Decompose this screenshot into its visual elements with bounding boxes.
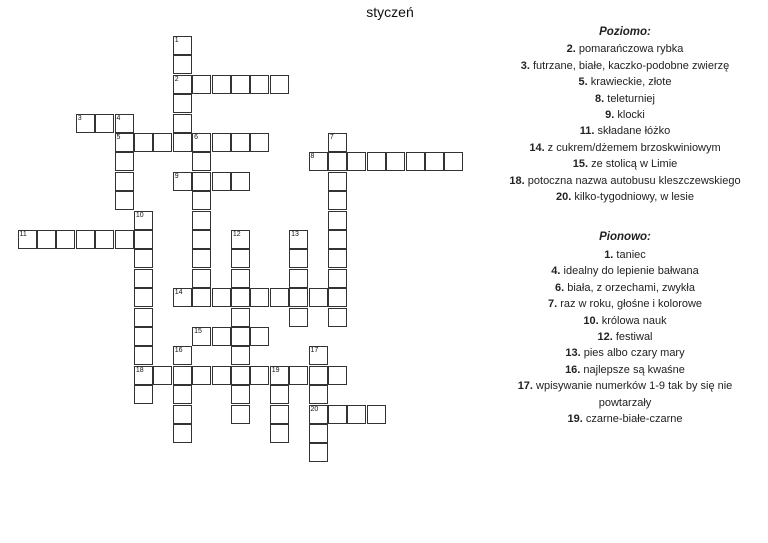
cell-number: 6 <box>194 134 198 141</box>
grid-cell[interactable] <box>173 94 192 113</box>
clue-text: czarne-białe-czarne <box>582 412 683 425</box>
grid-cell[interactable] <box>347 405 366 424</box>
grid-cell[interactable] <box>231 385 250 404</box>
grid-cell[interactable] <box>328 230 347 249</box>
down-clue <box>490 411 760 427</box>
down-heading: Pionowo: <box>599 231 651 244</box>
grid-cell[interactable] <box>173 366 192 385</box>
grid-cell[interactable] <box>115 133 134 152</box>
grid-cell[interactable] <box>115 152 134 171</box>
grid-cell[interactable] <box>231 308 250 327</box>
grid-cell[interactable] <box>192 366 211 385</box>
grid-cell[interactable] <box>250 133 269 152</box>
grid-cell[interactable] <box>328 211 347 230</box>
down-clue <box>490 296 760 312</box>
grid-cell[interactable] <box>309 152 328 171</box>
across-clue <box>490 140 760 156</box>
cell-number: 4 <box>116 114 121 122</box>
grid-cell[interactable] <box>115 230 134 249</box>
clue-text: wpisywanie numerków 1-9 tak by się nie powtarzały <box>532 380 733 409</box>
grid-cell[interactable] <box>212 366 231 385</box>
across-clue <box>490 173 760 189</box>
grid-cell[interactable] <box>173 405 192 424</box>
grid-cell[interactable] <box>134 230 153 249</box>
clue-number: 5. <box>578 76 588 89</box>
grid-cell[interactable] <box>328 133 347 152</box>
clue-text: ze stolicą w Limie <box>588 158 678 171</box>
grid-cell[interactable] <box>134 133 153 152</box>
clue-text: potoczna nazwa autobusu kleszczewskiego <box>524 174 741 187</box>
clue-number: 14. <box>529 141 545 154</box>
clue-number: 6. <box>554 281 565 294</box>
clue-number: 8. <box>595 92 605 105</box>
cell-number: 2 <box>174 75 179 83</box>
cell-number: 1 <box>174 37 179 44</box>
across-clue <box>490 189 760 205</box>
grid-cell[interactable] <box>231 405 250 424</box>
clue-number: 3. <box>520 59 530 72</box>
clue-text: idealny do lepienie bałwana <box>560 265 699 278</box>
clue-text: taniec <box>613 248 646 261</box>
cell-number: 12 <box>232 231 241 238</box>
grid-cell[interactable] <box>309 443 328 462</box>
grid-cell[interactable] <box>134 269 153 288</box>
cell-number: 14 <box>174 289 183 297</box>
grid-cell[interactable] <box>134 346 153 365</box>
grid-cell[interactable] <box>270 366 289 385</box>
clue-number: 13. <box>565 347 581 360</box>
clue-number: 17. <box>517 380 533 393</box>
grid-cell[interactable] <box>444 152 463 171</box>
grid-cell[interactable] <box>231 133 250 152</box>
grid-cell[interactable] <box>212 75 231 94</box>
grid-cell[interactable] <box>173 385 192 404</box>
clue-number: 1. <box>604 248 614 261</box>
grid-cell[interactable] <box>134 327 153 346</box>
grid-cell[interactable] <box>95 114 114 133</box>
grid-cell[interactable] <box>134 249 153 268</box>
grid-cell[interactable] <box>250 366 269 385</box>
cell-number: 18 <box>135 366 144 374</box>
across-clue <box>490 74 760 90</box>
grid-cell[interactable] <box>153 133 172 152</box>
clue-text: biała, z orzechami, zwykła <box>564 281 695 294</box>
cell-number: 5 <box>116 134 121 141</box>
grid-cell[interactable] <box>192 230 211 249</box>
clue-number: 16. <box>565 363 581 376</box>
grid-cell[interactable] <box>115 191 134 210</box>
clue-text: krawieckie, złote <box>587 76 672 89</box>
grid-cell[interactable] <box>37 230 56 249</box>
clue-text: festiwal <box>612 330 653 343</box>
grid-cell[interactable] <box>192 249 211 268</box>
grid-cell[interactable] <box>231 75 250 94</box>
grid-cell[interactable] <box>231 288 250 307</box>
grid-cell[interactable] <box>309 424 328 443</box>
clue-text: klocki <box>614 109 645 122</box>
grid-cell[interactable] <box>231 249 250 268</box>
across-clue <box>490 58 760 74</box>
grid-cell[interactable] <box>328 152 347 171</box>
down-clue <box>490 247 760 263</box>
grid-cell[interactable] <box>231 172 250 191</box>
grid-cell[interactable] <box>328 172 347 191</box>
across-clue-list <box>490 41 760 205</box>
cell-number: 13 <box>291 231 299 238</box>
grid-cell[interactable] <box>192 75 211 94</box>
grid-cell[interactable] <box>309 405 328 424</box>
grid-cell[interactable] <box>192 269 211 288</box>
grid-cell[interactable] <box>95 230 114 249</box>
grid-cell[interactable] <box>192 191 211 210</box>
grid-cell[interactable] <box>115 172 134 191</box>
page-title: styczeń <box>366 4 414 20</box>
across-clue <box>490 41 760 57</box>
grid-cell[interactable] <box>134 366 153 385</box>
grid-cell[interactable] <box>231 346 250 365</box>
clue-number: 10. <box>583 314 599 327</box>
down-clue <box>490 378 760 411</box>
down-clue <box>490 280 760 296</box>
grid-cell[interactable] <box>270 424 289 443</box>
cell-number: 16 <box>174 347 183 355</box>
cell-number: 11 <box>19 231 27 238</box>
grid-cell[interactable] <box>250 288 269 307</box>
grid-cell[interactable] <box>212 288 231 307</box>
grid-cell[interactable] <box>231 366 250 385</box>
across-clue <box>490 156 760 172</box>
cell-number: 7 <box>329 134 334 141</box>
grid-cell[interactable] <box>309 288 328 307</box>
grid-cell[interactable] <box>289 249 308 268</box>
clue-number: 15. <box>572 158 589 171</box>
clue-text: pies albo czary mary <box>580 347 685 360</box>
grid-cell[interactable] <box>173 172 192 191</box>
grid-cell[interactable] <box>270 288 289 307</box>
grid-cell[interactable] <box>425 152 444 171</box>
grid-cell[interactable] <box>231 327 250 346</box>
grid-cell[interactable] <box>115 114 134 133</box>
grid-cell[interactable] <box>56 230 75 249</box>
grid-cell[interactable] <box>289 288 308 307</box>
grid-cell[interactable] <box>192 211 211 230</box>
grid-cell[interactable] <box>173 114 192 133</box>
grid-cell[interactable] <box>173 75 192 94</box>
grid-cell[interactable] <box>270 75 289 94</box>
clue-text: najlepsze są kwaśne <box>580 363 685 376</box>
grid-cell[interactable] <box>134 385 153 404</box>
grid-cell[interactable] <box>250 75 269 94</box>
grid-cell[interactable] <box>270 385 289 404</box>
grid-cell[interactable] <box>289 308 308 327</box>
grid-cell[interactable] <box>134 211 153 230</box>
clue-text: kilko-tygodniowy, w lesie <box>571 191 694 204</box>
grid-cell[interactable] <box>289 366 308 385</box>
grid-cell[interactable] <box>192 327 211 346</box>
grid-cell[interactable] <box>289 230 308 249</box>
cell-number: 10 <box>135 211 144 219</box>
grid-cell[interactable] <box>173 346 192 365</box>
grid-cell[interactable] <box>328 249 347 268</box>
grid-cell[interactable] <box>406 152 425 171</box>
clue-number: 19. <box>567 412 583 425</box>
cell-number: 8 <box>310 153 315 161</box>
cell-number: 19 <box>271 366 280 374</box>
down-clue <box>490 313 760 329</box>
grid-cell[interactable] <box>192 288 211 307</box>
grid-cell[interactable] <box>173 288 192 307</box>
grid-cell[interactable] <box>173 133 192 152</box>
grid-cell[interactable] <box>18 230 37 249</box>
grid-cell[interactable] <box>212 133 231 152</box>
grid-cell[interactable] <box>309 366 328 385</box>
clue-text: z cukrem/dżemem brzoskwiniowym <box>544 141 721 154</box>
grid-cell[interactable] <box>328 308 347 327</box>
clue-text: składane łóżko <box>594 125 671 138</box>
cell-number: 15 <box>194 328 202 335</box>
clue-number: 12. <box>597 330 613 343</box>
grid-cell[interactable] <box>386 152 405 171</box>
grid-cell[interactable] <box>328 405 347 424</box>
across-clue <box>490 123 760 139</box>
grid-cell[interactable] <box>347 152 366 171</box>
clue-text: teleturniej <box>604 92 655 105</box>
grid-cell[interactable] <box>328 366 347 385</box>
grid-cell[interactable] <box>328 288 347 307</box>
grid-cell[interactable] <box>367 405 386 424</box>
clue-number: 9. <box>605 109 615 122</box>
grid-cell[interactable] <box>289 269 308 288</box>
grid-cell[interactable] <box>250 327 269 346</box>
grid-cell[interactable] <box>309 346 328 365</box>
cell-number: 20 <box>310 405 319 413</box>
grid-cell[interactable] <box>134 308 153 327</box>
grid-cell[interactable] <box>270 405 289 424</box>
cell-number: 3 <box>77 114 82 122</box>
cell-number: 9 <box>174 172 179 180</box>
clue-number: 20. <box>556 191 572 204</box>
grid-cell[interactable] <box>367 152 386 171</box>
across-clue <box>490 107 760 123</box>
grid-cell[interactable] <box>328 269 347 288</box>
grid-cell[interactable] <box>153 366 172 385</box>
down-clue <box>490 362 760 378</box>
across-clue <box>490 91 760 107</box>
across-heading: Poziomo: <box>599 26 651 38</box>
clue-text: futrzane, białe, kaczko-podobne zwierzę <box>529 59 730 72</box>
grid-cell[interactable] <box>212 327 231 346</box>
grid-cell[interactable] <box>173 424 192 443</box>
grid-cell[interactable] <box>192 172 211 191</box>
clue-number: 7. <box>547 298 558 311</box>
down-clue <box>490 329 760 345</box>
clue-number: 2. <box>566 43 576 56</box>
down-clue <box>490 263 760 279</box>
clue-number: 4. <box>551 265 561 278</box>
grid-cell[interactable] <box>192 133 211 152</box>
down-clue <box>490 345 760 361</box>
grid-cell[interactable] <box>231 269 250 288</box>
grid-cell[interactable] <box>76 230 95 249</box>
down-clue-list <box>490 247 760 427</box>
clue-text: pomarańczowa rybka <box>575 43 684 56</box>
clues-panel <box>490 22 760 427</box>
grid-cell[interactable] <box>192 152 211 171</box>
cell-number: 17 <box>310 347 319 355</box>
grid-cell[interactable] <box>76 114 95 133</box>
grid-cell[interactable] <box>173 55 192 74</box>
clue-number: 18. <box>509 174 525 187</box>
grid-cell[interactable] <box>328 191 347 210</box>
clue-text: raz w roku, głośne i kolorowe <box>557 298 703 311</box>
grid-cell[interactable] <box>173 36 192 55</box>
grid-cell[interactable] <box>212 172 231 191</box>
grid-cell[interactable] <box>134 288 153 307</box>
grid-cell[interactable] <box>231 230 250 249</box>
clue-number: 11. <box>579 125 595 138</box>
clue-text: królowa nauk <box>598 314 667 327</box>
grid-cell[interactable] <box>309 385 328 404</box>
